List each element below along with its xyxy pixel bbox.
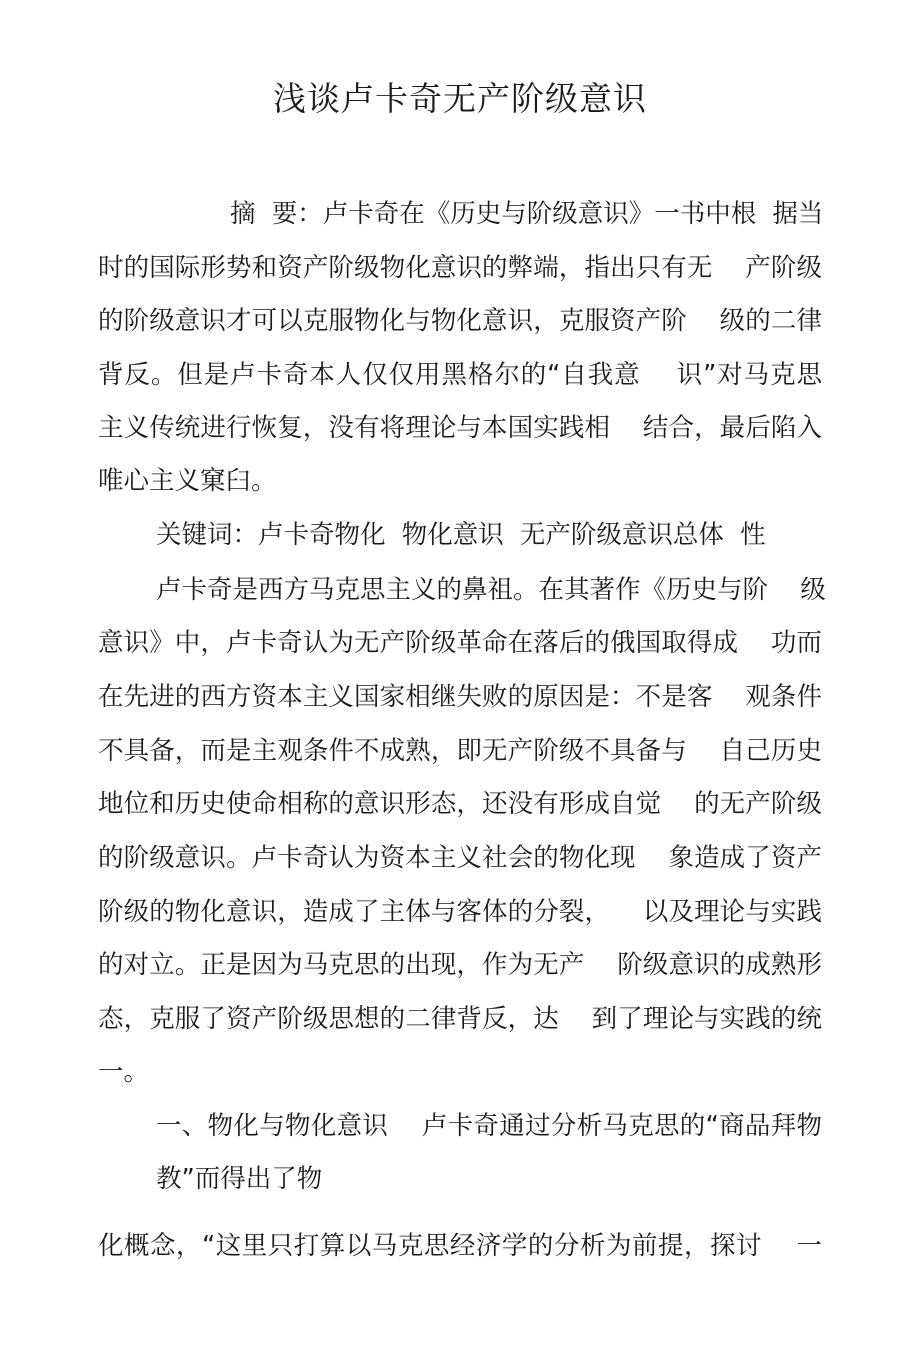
section-heading-line: 一、物化与物化意识 卢卡奇通过分析马克思的“商品拜物 [156,1111,822,1141]
abstract-line: 主义传统进行恢复，没有将理论与本国实践相 结合，最后陷入 [98,413,822,443]
abstract-line: 的阶级意识才可以克服物化与物化意识，克服资产阶 级的二律 [98,306,822,336]
paragraph-line: 不具备，而是主观条件不成熟，即无产阶级不具备与 自己历史 [98,736,822,766]
paragraph-line: 化概念，“这里只打算以马克思经济学的分析为前提，探讨 一 [98,1231,822,1261]
abstract-line: 背反。但是卢卡奇本人仅仅用黑格尔的“自我意 识”对马克思 [98,360,822,390]
paragraph-line: 一。 [98,1057,150,1087]
paragraph-line: 的对立。正是因为马克思的出现，作为无产 阶级意识的成熟形 [98,950,822,980]
paragraph-line: 意识》中，卢卡奇认为无产阶级革命在落后的俄国取得成 功而 [98,628,822,658]
section-heading-line: 教”而得出了物 [156,1164,323,1194]
abstract-line: 时的国际形势和资产阶级物化意识的弊端，指出只有无 产阶级 [98,253,822,283]
paragraph-line: 的阶级意识。卢卡奇认为资本主义社会的物化现 象造成了资产 [98,843,822,873]
document-title: 浅谈卢卡奇无产阶级意识 [273,79,647,118]
paragraph-line: 地位和历史使命相称的意识形态，还没有形成自觉 的无产阶级 [98,789,822,819]
abstract-line: 唯心主义窠臼。 [98,466,277,496]
paragraph-line: 阶级的物化意识，造成了主体与客体的分裂， 以及理论与实践 [98,897,822,927]
paragraph-line: 在先进的西方资本主义国家相继失败的原因是：不是客 观条件 [98,682,822,712]
abstract-line: 摘 要：卢卡奇在《历史与阶级意识》一书中根 据当 [230,199,824,229]
keywords-line: 关键词：卢卡奇物化 物化意识 无产阶级意识总体 性 [156,520,766,550]
paragraph-line: 卢卡奇是西方马克思主义的鼻祖。在其著作《历史与阶 级 [156,575,826,605]
paragraph-line: 态，克服了资产阶级思想的二律背反，达 到了理论与实践的统 [98,1004,822,1034]
